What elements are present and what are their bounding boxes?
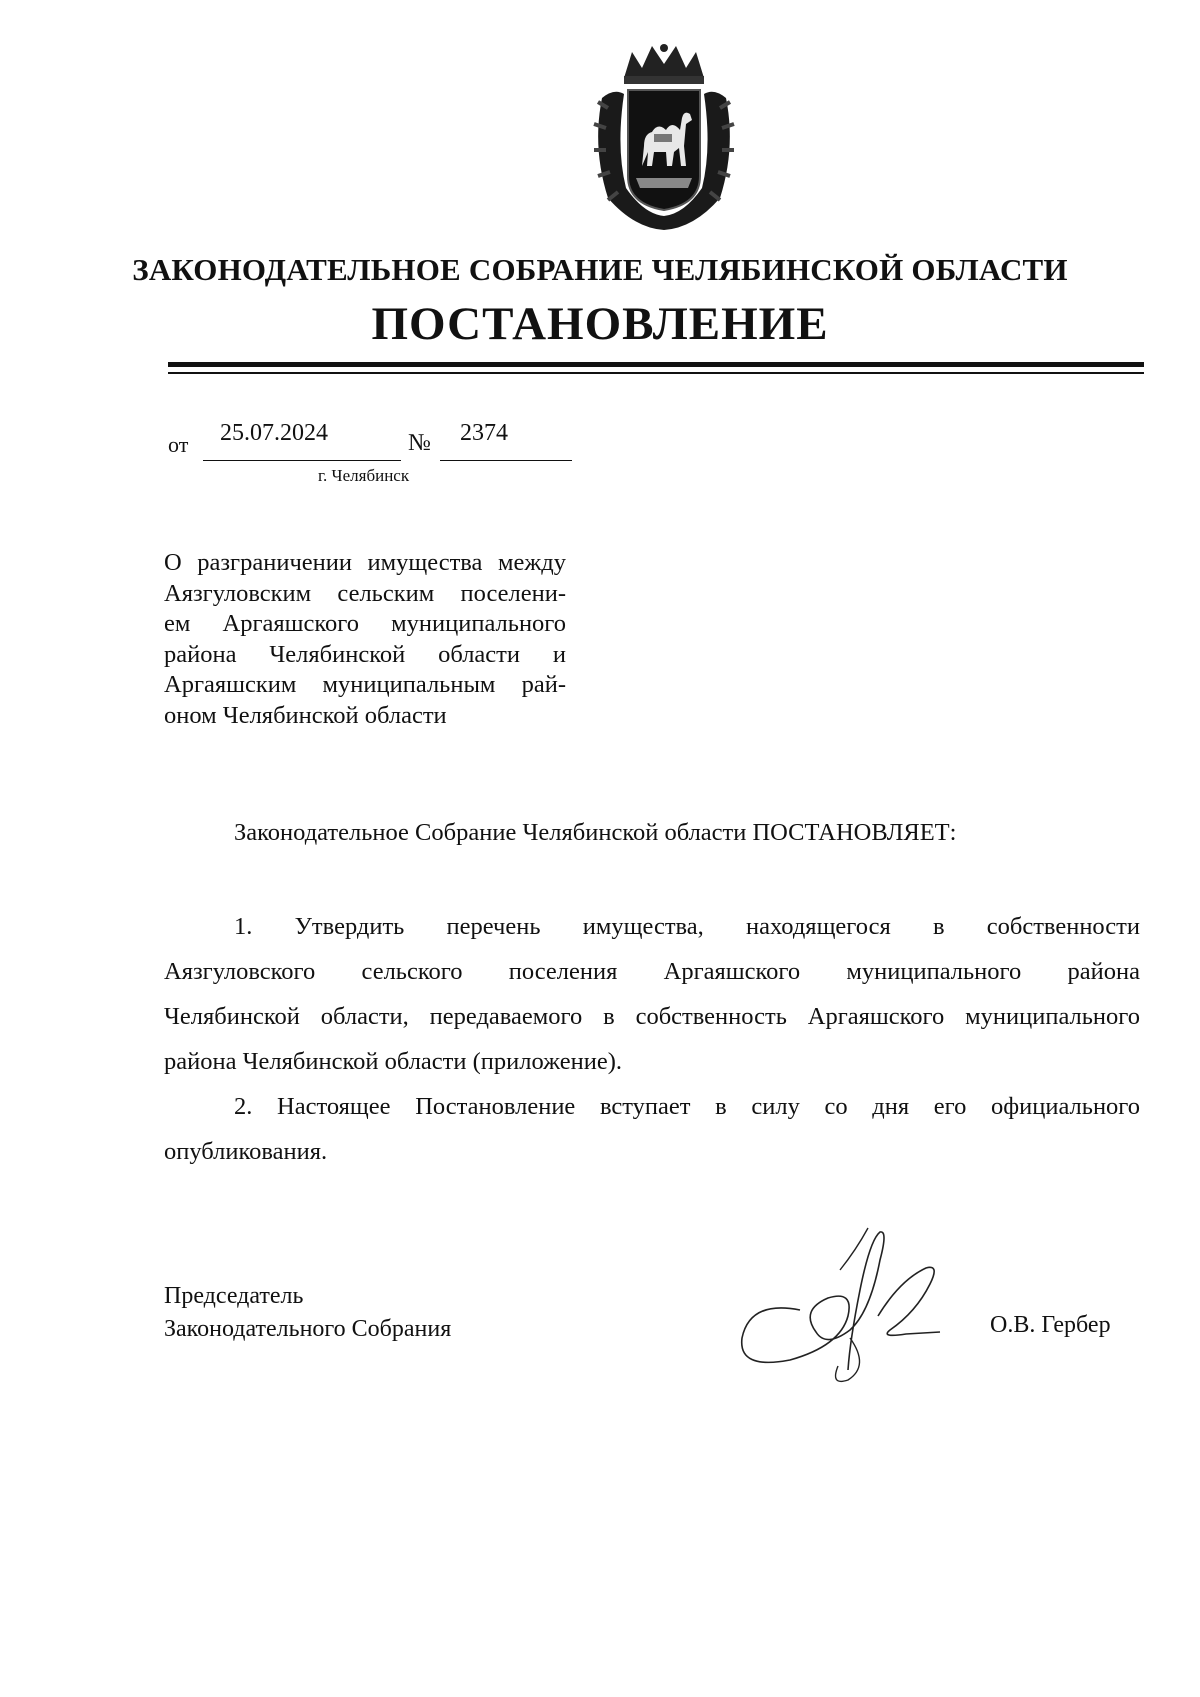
subject-line: района Челябинской области и <box>164 640 566 668</box>
coat-of-arms-icon <box>584 38 744 236</box>
signatory-name: О.В. Гербер <box>990 1312 1111 1338</box>
date-prefix: от <box>168 432 189 457</box>
paragraph-line: района Челябинской области (приложение). <box>164 1048 622 1075</box>
subject-line: Аргаяшским муниципальным рай- <box>164 671 566 698</box>
document-body <box>164 904 1140 1174</box>
signatory-role-line: Председатель <box>164 1283 304 1309</box>
city-name: г. Челябинск <box>318 466 410 485</box>
handwritten-signature <box>730 1220 960 1390</box>
signatory-title <box>164 1280 451 1346</box>
subject-line: Аязгуловским сельским поселени- <box>164 579 566 607</box>
subject-line: оном Челябинской области <box>164 701 447 729</box>
signatory-role-line: Законодательного Собрания <box>164 1316 452 1342</box>
document-subject <box>164 548 566 731</box>
date-underline <box>203 460 401 461</box>
subject-line: О разграничении имущества между <box>164 549 566 576</box>
header-divider-thin <box>168 372 1144 374</box>
number-sign: № <box>408 430 431 456</box>
paragraph-2 <box>164 1084 1140 1174</box>
resolution-preamble: Законодательное Собрание Челябинской области ПОСТАНОВЛЯЕТ: <box>234 819 957 846</box>
number-underline <box>440 460 572 461</box>
document-type: ПОСТАНОВЛЕНИЕ <box>371 298 829 350</box>
header-divider-thick <box>168 362 1144 367</box>
paragraph-line: Аязгуловского сельского поселения Аргаяшского муниципального района <box>164 958 1140 985</box>
paragraph-line: 1. Утвердить перечень имущества, находящегося в собственности <box>234 913 1140 940</box>
subject-line: ем Аргаяшского муниципального <box>164 610 566 637</box>
paragraph-line: 2. Настоящее Постановление вступает в силу со дня его официального <box>234 1093 1140 1120</box>
document-date: 25.07.2024 <box>220 420 328 446</box>
paragraph-line: Челябинской области, передаваемого в собственность Аргаяшского муниципального <box>164 1003 1140 1030</box>
paragraph-1 <box>164 904 1140 1084</box>
document-number: 2374 <box>460 420 508 446</box>
paragraph-line: опубликования. <box>164 1138 328 1165</box>
organization-title: ЗАКОНОДАТЕЛЬНОЕ СОБРАНИЕ ЧЕЛЯБИНСКОЙ ОБЛАСТИ <box>132 252 1068 287</box>
